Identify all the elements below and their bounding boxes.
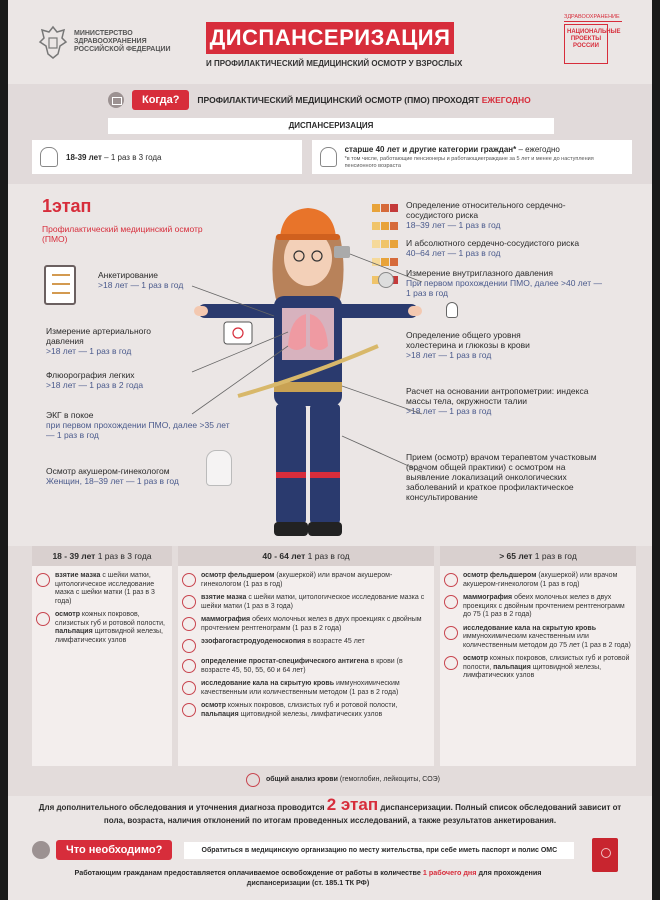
work-leave-note (48, 868, 568, 888)
group-entry (36, 572, 168, 606)
entry-text: иммунохимическим качественным или количественным методом (1 раз в 2 года) (201, 680, 400, 696)
exam-detail: при первом прохождении ПМО, далее >35 лет — 1 раз в год (46, 420, 230, 440)
age-range: старше 40 лет и другие категории граждан* (344, 144, 517, 154)
pmo-title: Профилактический медицинский осмотр (ПМО) (42, 224, 203, 244)
entry-bold: осмотр фельдшером (201, 572, 275, 579)
ministry-line-2: ЗДРАВООХРАНЕНИЯ (74, 38, 147, 45)
exam-detail: >18 лет — 1 раз в год (46, 346, 132, 356)
group-entry (444, 594, 632, 620)
endoscopy-icon (182, 639, 196, 653)
exam-title: Анкетирование (98, 270, 159, 280)
age-groups-section (8, 546, 652, 796)
group-header (178, 546, 434, 566)
group-entry (182, 638, 430, 653)
np-logo-top: ЗДРАВООХРАНЕНИЕ (564, 14, 622, 22)
exam-title: Прием (осмотр) врачом терапевтом участковым (врачом общей практики) с осмотром на выявление локализаций онкологических заболеваний и краткое профилактическое консультирование (406, 452, 597, 502)
age-frequency: – 1 раз в 3 года (101, 152, 162, 162)
exam-title: Определение общего уровня холестерина и глюкозы в крови (406, 330, 530, 350)
group-age: 40 - 64 лет (262, 551, 306, 561)
person-icon (40, 147, 58, 167)
when-text-main: ПРОФИЛАКТИЧЕСКИЙ МЕДИЦИНСКИЙ ОСМОТР (ПМО) ПРОХОДЯТ (197, 95, 480, 105)
footer (8, 796, 652, 900)
entry-text: (акушеркой) или врачом акушером- гинекологом (1 раз в год) (201, 572, 393, 588)
entry-text-2: щитовидной железы, лимфатических узлов (55, 628, 164, 644)
entry-text: кожных покровов, слизистых губ и ротовой полости, (225, 702, 398, 709)
passport-icon (592, 838, 618, 872)
entry-bold: исследование кала на скрытую кровь (463, 624, 597, 632)
entry-text: обеих молочных желез в двух проекциях с двойным прочтением рентгенограмм до 75 (1 раз в 2 года) (463, 594, 625, 618)
exam-detail: При первом прохождении ПМО, далее >40 лет — 1 раз в год (406, 278, 602, 298)
exam-blood-pressure (46, 326, 186, 356)
exam-detail: Женщин, 18–39 лет — 1 раз в год (46, 476, 179, 486)
stage-2-text-b: диспансеризации. Полный список обследований зависит от пола, возраста, наличия отклонений по итогам проведенных исследований, а также результатов анкетирования. (103, 803, 622, 825)
when-text-emph: ЕЖЕГОДНО (481, 95, 531, 105)
group-entry (182, 616, 430, 633)
group-entry (182, 658, 430, 675)
exam-detail: >18 лет — 1 раз в год (406, 406, 492, 416)
blood-tube-icon (446, 302, 458, 318)
stage-1-label: 1этап (42, 196, 92, 216)
exam-title: Измерение артериального давления (46, 326, 152, 346)
smear-icon (182, 595, 196, 609)
exam-detail: 18–39 лет — 1 раз в год (406, 220, 501, 230)
exam-absolute-risk (406, 238, 626, 258)
group-entry (182, 680, 430, 697)
page-title: ДИСПАНСЕРИЗАЦИЯ (206, 22, 454, 54)
group-18-39 (32, 546, 172, 766)
age-frequency: – ежегодно (516, 144, 560, 154)
skin-exam-icon (182, 703, 196, 717)
exam-title: Осмотр акушером-гинекологом (46, 466, 170, 476)
entry-bold: осмотр (55, 611, 80, 618)
need-row (32, 840, 574, 860)
group-entry (444, 655, 632, 681)
entry-bold: маммография (463, 594, 513, 601)
entry-bold: определение простат-специфического антигена (201, 658, 369, 665)
entry-bold-2: пальпация (493, 663, 531, 671)
entry-text: (акушеркой) или врачом акушером-гинекологом (1 раз в год) (463, 572, 618, 588)
exam-detail: 40–64 лет — 1 раз в год (406, 248, 501, 258)
exam-title: И абсолютного сердечно-сосудистого риска (406, 238, 580, 248)
entry-bold: исследование кала на скрытую кровь (201, 680, 335, 687)
entry-text: в крови (в возрасте 45, 50, 55, 60 и 64 лет) (201, 658, 403, 674)
elderly-person-icon (320, 147, 337, 167)
blood-test-row (246, 772, 440, 787)
entry-bold: осмотр фельдшером (463, 572, 537, 579)
doctor-icon (444, 573, 458, 587)
ministry-line-1: МИНИСТЕРСТВО (74, 30, 133, 37)
work-text-a: Работающим гражданам предоставляется оплачиваемое освобождение от работы в количестве (74, 868, 423, 877)
when-section (8, 84, 652, 184)
exam-detail: >18 лет — 1 раз в 2 года (46, 380, 144, 390)
stool-test-icon (182, 681, 196, 695)
group-entry (444, 572, 632, 589)
group-entry (182, 594, 430, 611)
document-icon (32, 841, 50, 859)
group-entry (444, 625, 632, 651)
blood-test-text: (гемоглобин, лейкоциты, СОЭ) (337, 776, 441, 783)
group-40-64 (178, 546, 434, 766)
header (8, 0, 652, 84)
group-header (440, 546, 636, 566)
entry-bold: осмотр (463, 655, 488, 662)
when-row (108, 90, 531, 110)
group-body (440, 566, 636, 766)
mammography-icon (444, 595, 458, 609)
work-text-emph: 1 рабочего дня (422, 868, 477, 877)
poster (8, 0, 652, 900)
entry-text: иммунохимическим качественным или количественным методом до 75 лет (1 раз в 2 года) (463, 633, 631, 649)
entry-text: обеих молочных желез в двух проекциях с двойным прочтением рентгенограмм (1 раз в 2 года) (201, 616, 422, 632)
entry-text-2: щитовидной железы, лимфатических узлов (238, 710, 383, 718)
entry-bold: взятие мазка (55, 572, 101, 579)
need-label: Что необходимо? (56, 840, 172, 860)
group-frequency: 1 раз в год (532, 551, 577, 561)
stage-2-text-a: Для дополнительного обследования и уточнения диагноза проводится (38, 803, 327, 812)
group-entry (182, 572, 430, 589)
stage-2-note (32, 795, 628, 827)
blood-drop-icon (246, 773, 260, 787)
entry-text: в возрасте 45 лет (305, 638, 365, 645)
group-frequency: 1 раз в 3 года (95, 551, 152, 561)
age-card-40-plus (312, 140, 632, 174)
group-header (32, 546, 172, 566)
group-frequency: 1 раз в год (305, 551, 350, 561)
entry-text: с шейки матки, цитологическое исследование мазка с шейки матки (1 раз в 3 года) (201, 594, 425, 610)
entry-bold: взятие мазка (201, 594, 247, 601)
skin-exam-icon (444, 656, 458, 670)
entry-bold: эзофагогастродуоденоскопия (201, 638, 306, 645)
eagle-emblem-icon (38, 24, 68, 60)
entry-bold-2: пальпация (201, 710, 239, 718)
exam-title: Расчет на основании антропометрии: индекса массы тела, окружности талии (406, 386, 589, 406)
ministry-name (74, 30, 171, 54)
age-card-text (345, 145, 624, 170)
when-label: Когда? (132, 90, 189, 110)
ministry-logo (38, 24, 171, 60)
age-card-18-39 (32, 140, 302, 174)
stool-test-icon (444, 626, 458, 640)
doctor-icon (182, 573, 196, 587)
blood-test-bold: общий анализ крови (266, 776, 338, 783)
group-age: > 65 лет (499, 551, 533, 561)
group-entry (36, 611, 168, 645)
work-text-b: для прохождения диспансеризации (ст. 185.1 ТК РФ) (246, 868, 542, 887)
calendar-icon (108, 92, 124, 108)
age-footnote: *в том числе, работающие пенсионеры и работающиеграждане за 5 лет и менее до наступления пенсионного возраста (344, 155, 594, 169)
exam-fluorography (46, 370, 186, 390)
entry-text: с шейки матки, цитологическое исследование мазка с шейки матки (1 раз в 3 года) (55, 572, 155, 605)
entry-text-2: щитовидной железы, лимфатических узлов (463, 663, 602, 679)
group-body (178, 566, 434, 766)
group-body (32, 566, 172, 766)
exam-title: Флюорография легких (46, 370, 135, 380)
age-range: 18-39 лет (66, 152, 102, 162)
exam-detail: >18 лет — 1 раз в год (406, 350, 492, 360)
entry-text: кожных покровов, слизистых губ и ротовой полости, (463, 655, 630, 671)
ministry-line-3: РОССИЙСКОЙ ФЕДЕРАЦИИ (74, 46, 171, 53)
entry-bold: маммография (201, 616, 251, 623)
stage-2-label: 2 этап (326, 795, 379, 814)
smear-icon (36, 573, 50, 587)
entry-bold: осмотр (201, 702, 226, 709)
age-card-text (66, 153, 161, 162)
need-text: Обратиться в медицинскую организацию по месту жительства, при себе иметь паспорт и полис ОМС (184, 842, 574, 859)
worker-illustration (178, 196, 438, 542)
when-text (197, 95, 530, 105)
exam-title: Определение относительного сердечно-сосудистого риска (406, 200, 566, 220)
exam-title: Измерение внутриглазного давления (406, 268, 553, 278)
page-subtitle: И ПРОФИЛАКТИЧЕСКИЙ МЕДИЦИНСКИЙ ОСМОТР У ВЗРОСЛЫХ (206, 59, 463, 68)
clipboard-icon (44, 265, 76, 305)
dispanserization-band: ДИСПАНСЕРИЗАЦИЯ (108, 118, 554, 134)
group-age: 18 - 39 лет (52, 551, 96, 561)
national-projects-logo (564, 14, 622, 64)
test-tube-icon (182, 659, 196, 673)
group-entry (182, 702, 430, 719)
entry-bold-2: пальпация (55, 628, 93, 635)
exam-detail: >18 лет — 1 раз в год (98, 280, 184, 290)
group-65-plus (440, 546, 636, 766)
skin-exam-icon (36, 612, 50, 626)
exam-title: ЭКГ в покое (46, 410, 94, 420)
np-logo-box: НАЦИОНАЛЬНЫЕ ПРОЕКТЫ РОССИИ (564, 24, 608, 64)
mammography-icon (182, 617, 196, 631)
stage-1-section (8, 184, 652, 546)
entry-text: кожных покровов, слизистых губ и ротовой полости, (55, 611, 165, 627)
